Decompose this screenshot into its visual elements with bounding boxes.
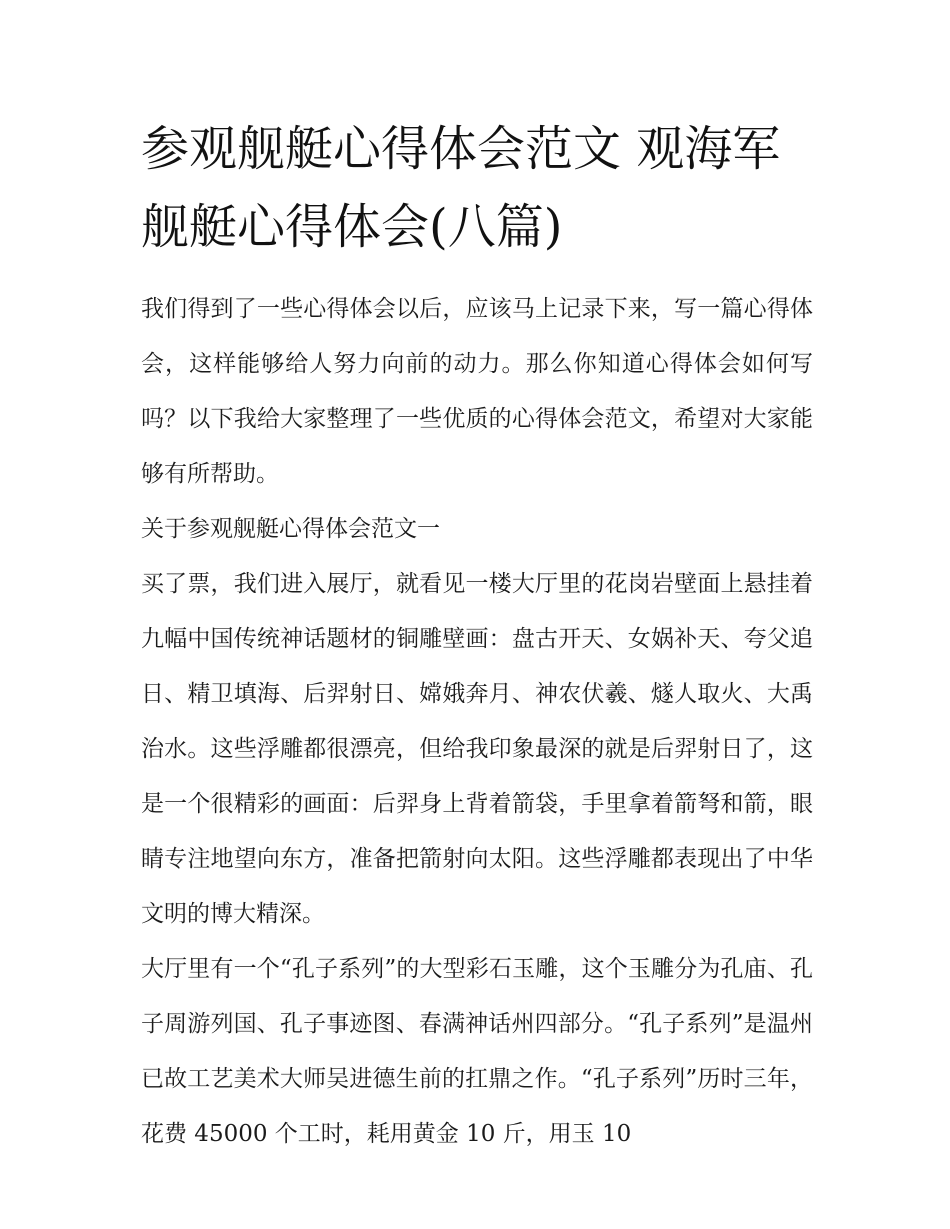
body-paragraph-2: 大厅里有一个“孔子系列”的大型彩石玉雕，这个玉雕分为孔庙、孔子周游列国、孔子事迹图、春满神话州四部分。“孔子系列”是温州已故工艺美术大师吴进德生前的扛鼎之作。“孔子系列”历时三年，花费 45000 个工时，耗用黄金 10 斤，用玉 10 [141,956,813,1147]
document-page [141,110,813,1162]
section-heading: 关于参观舰艇心得体会范文一 [141,516,440,542]
document-title: 参观舰艇心得体会范文 观海军舰艇心得体会(八篇) [141,121,781,255]
intro-paragraph: 我们得到了一些心得体会以后，应该马上记录下来，写一篇心得体会，这样能够给人努力向前的动力。那么你知道心得体会如何写吗？以下我给大家整理了一些优质的心得体会范文，希望对大家能够有所帮助。 [141,296,813,487]
body-paragraph-1: 买了票，我们进入展厅，就看见一楼大厅里的花岗岩壁面上悬挂着九幅中国传统神话题材的铜雕壁画：盘古开天、女娲补天、夸父追日、精卫填海、后羿射日、嫦娥奔月、神农伏羲、燧人取火、大禹治水。这些浮雕都很漂亮，但给我印象最深的就是后羿射日了，这是一个很精彩的画面：后羿身上背着箭袋，手里拿着箭弩和箭，眼睛专注地望向东方，准备把箭射向太阳。这些浮雕都表现出了中华文明的博大精深。 [141,571,813,927]
